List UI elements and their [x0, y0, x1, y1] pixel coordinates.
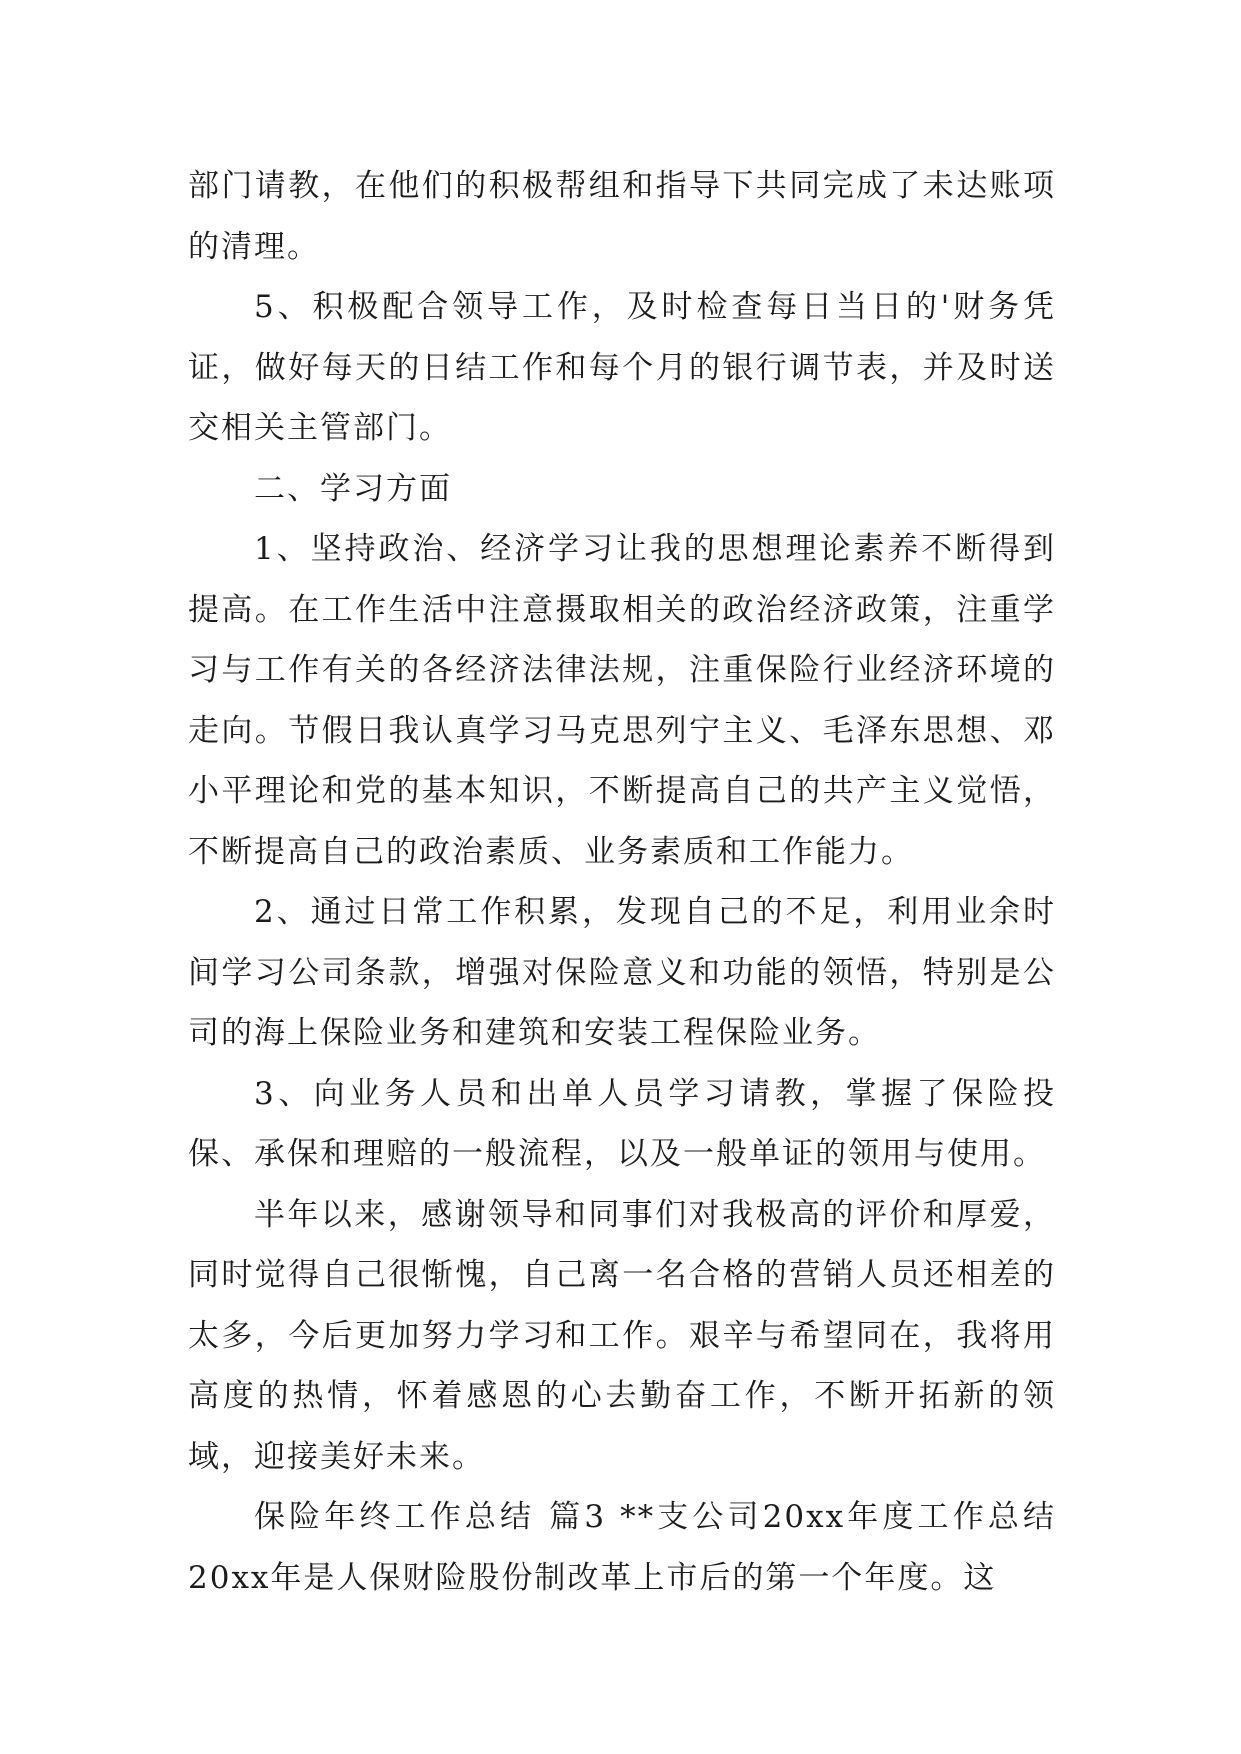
section-heading-study: 二、学习方面 — [254, 470, 452, 507]
paragraph-study-item-3: 3、向业务人员和出单人员学习请教，掌握了保险投保、承保和理赔的一般流程，以及一般单证的领用与使用。 — [188, 1075, 1056, 1172]
document-body — [188, 156, 1056, 1608]
paragraph-study-item-1: 1、坚持政治、经济学习让我的思想理论素养不断得到提高。在工作生活中注意摄取相关的政治经济政策，注重学习与工作有关的各经济法律法规，注重保险行业经济环境的走向。节假日我认真学习马克思列宁主义、毛泽东思想、邓小平理论和党的基本知识，不断提高自己的共产主义觉悟，不断提高自己的政治素质、业务素质和工作能力。 — [188, 531, 1056, 870]
paragraph-next-article-start: 保险年终工作总结 篇3 **支公司20xx年度工作总结 20xx年是人保财险股份制改革上市后的第一个年度。这 — [188, 1499, 1056, 1596]
paragraph-continuation: 部门请教，在他们的积极帮组和指导下共同完成了未达账项的清理。 — [188, 168, 1056, 265]
paragraph-study-item-2: 2、通过日常工作积累，发现自己的不足，利用业余时间学习公司条款，增强对保险意义和功能的领悟，特别是公司的海上保险业务和建筑和安装工程保险业务。 — [188, 894, 1056, 1051]
paragraph-conclusion: 半年以来，感谢领导和同事们对我极高的评价和厚爱，同时觉得自己很惭愧，自己离一名合格的营销人员还相差的太多，今后更加努力学习和工作。艰辛与希望同在，我将用高度的热情，怀着感恩的心去勤奋工作，不断开拓新的领域，迎接美好未来。 — [188, 1196, 1056, 1475]
paragraph-item-5: 5、积极配合领导工作，及时检查每日当日的'财务凭证，做好每天的日结工作和每个月的银行调节表，并及时送交相关主管部门。 — [188, 289, 1056, 446]
